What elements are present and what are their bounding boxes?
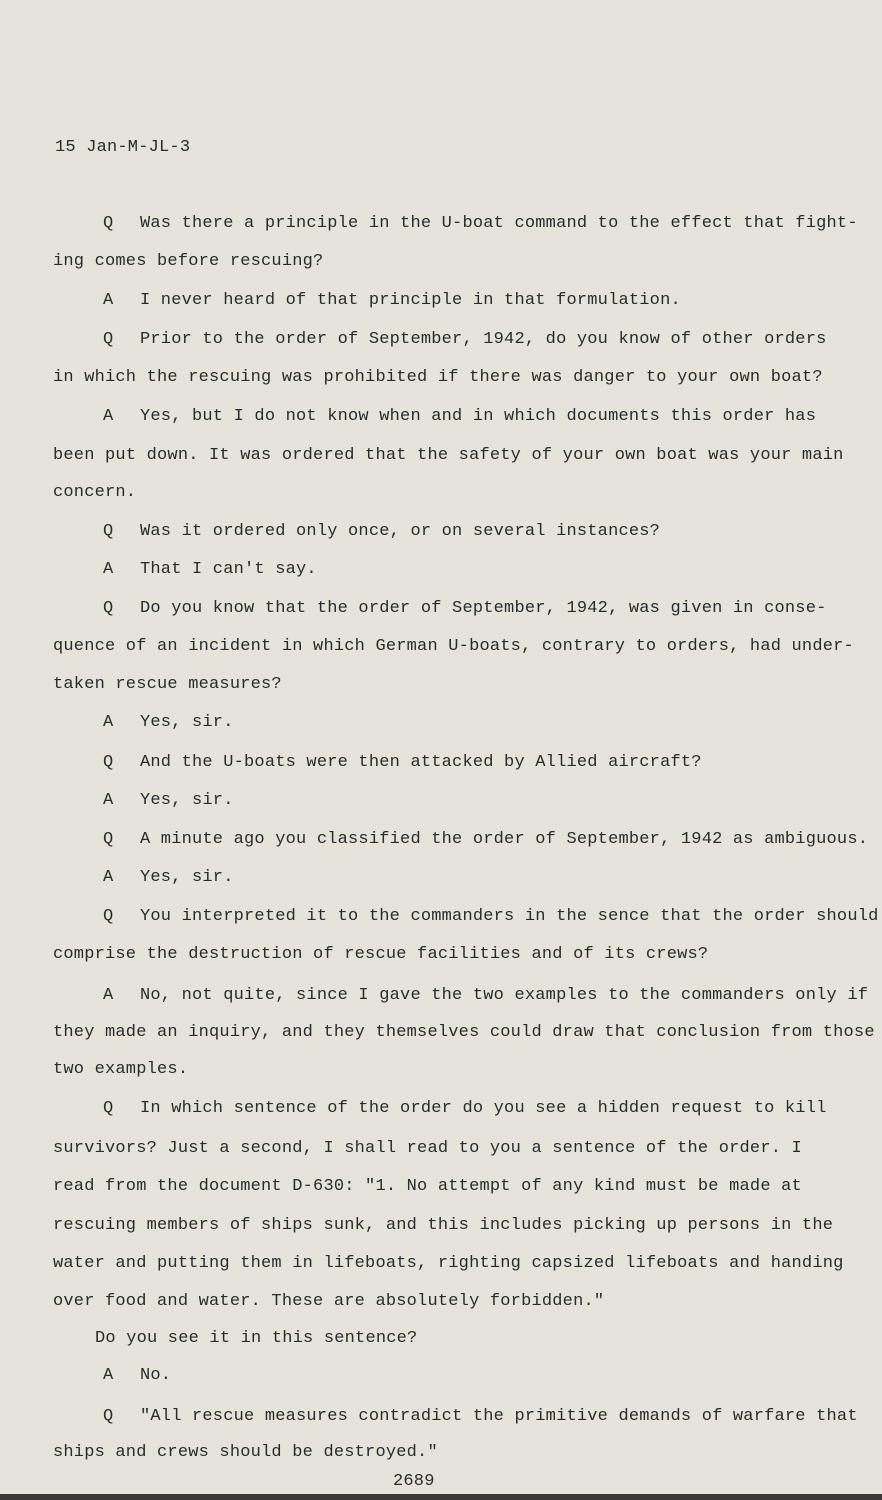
line-text: survivors? Just a second, I shall read to you a sentence of the order. I [53, 1139, 802, 1158]
line-text: You interpreted it to the commanders in the sence that the order should [140, 907, 879, 926]
line-text: rescuing members of ships sunk, and this includes picking up persons in the [53, 1216, 834, 1235]
line-text: Do you know that the order of September, 1942, was given in conse- [140, 599, 827, 618]
line-text: two examples. [53, 1060, 189, 1079]
answer-marker: A [103, 791, 114, 810]
line-text: Do you see it in this sentence? [95, 1329, 418, 1348]
page-number: 2689 [393, 1472, 435, 1491]
line-text: over food and water. These are absolutely forbidden." [53, 1292, 605, 1311]
question-marker: Q [103, 1099, 114, 1118]
question-marker: Q [103, 830, 114, 849]
line-text: concern. [53, 483, 137, 502]
page-header-code: 15 Jan-M-JL-3 [55, 138, 191, 157]
line-text: No, not quite, since I gave the two examples to the commanders only if [140, 986, 869, 1005]
line-text: Prior to the order of September, 1942, do you know of other orders [140, 330, 827, 349]
question-marker: Q [103, 753, 114, 772]
line-text: Was there a principle in the U-boat command to the effect that fight- [140, 214, 858, 233]
line-text: quence of an incident in which German U-boats, contrary to orders, had under- [53, 637, 854, 656]
question-marker: Q [103, 214, 114, 233]
answer-marker: A [103, 1366, 114, 1385]
line-text: Yes, sir. [140, 713, 234, 732]
line-text: No. [140, 1366, 172, 1385]
line-text: In which sentence of the order do you see a hidden request to kill [140, 1099, 827, 1118]
line-text: ing comes before rescuing? [53, 252, 324, 271]
line-text: Yes, but I do not know when and in which documents this order has [140, 407, 817, 426]
question-marker: Q [103, 907, 114, 926]
answer-marker: A [103, 986, 114, 1005]
line-text: in which the rescuing was prohibited if there was danger to your own boat? [53, 368, 823, 387]
line-text: been put down. It was ordered that the safety of your own boat was your main [53, 446, 844, 465]
line-text: Was it ordered only once, or on several instances? [140, 522, 661, 541]
line-text: And the U-boats were then attacked by Allied aircraft? [140, 753, 702, 772]
line-text: taken rescue measures? [53, 675, 282, 694]
answer-marker: A [103, 291, 114, 310]
answer-marker: A [103, 868, 114, 887]
line-text: Yes, sir. [140, 791, 234, 810]
answer-marker: A [103, 407, 114, 426]
line-text: I never heard of that principle in that formulation. [140, 291, 681, 310]
line-text: comprise the destruction of rescue facilities and of its crews? [53, 945, 709, 964]
line-text: water and putting them in lifeboats, righting capsized lifeboats and handing [53, 1254, 844, 1273]
line-text: "All rescue measures contradict the primitive demands of warfare that [140, 1407, 858, 1426]
answer-marker: A [103, 560, 114, 579]
question-marker: Q [103, 599, 114, 618]
answer-marker: A [103, 713, 114, 732]
line-text: That I can't say. [140, 560, 317, 579]
line-text: ships and crews should be destroyed." [53, 1443, 438, 1462]
line-text: Yes, sir. [140, 868, 234, 887]
line-text: A minute ago you classified the order of September, 1942 as ambiguous. [140, 830, 869, 849]
question-marker: Q [103, 1407, 114, 1426]
line-text: read from the document D-630: "1. No attempt of any kind must be made at [53, 1177, 802, 1196]
line-text: they made an inquiry, and they themselves could draw that conclusion from those [53, 1023, 875, 1042]
question-marker: Q [103, 522, 114, 541]
question-marker: Q [103, 330, 114, 349]
